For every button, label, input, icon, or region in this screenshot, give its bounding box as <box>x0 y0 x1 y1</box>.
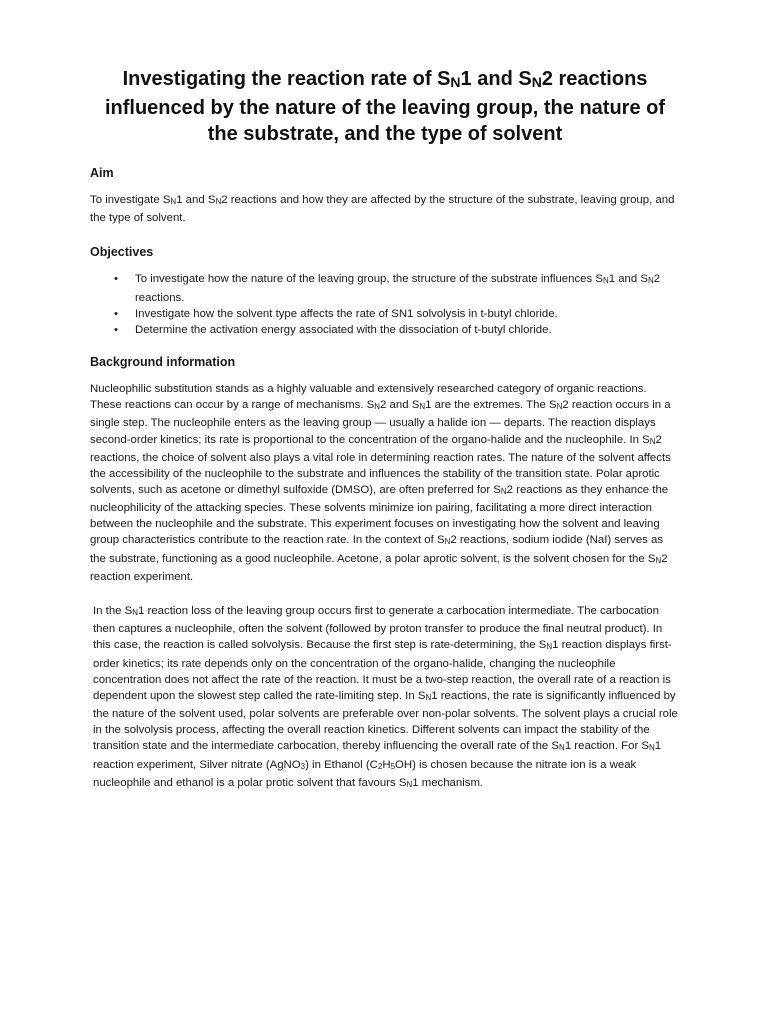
text-run: 1 are the extremes. The S <box>425 399 557 412</box>
subscript: N <box>374 402 381 412</box>
text-run: Nucleophilic substitution stands as a highly valuable and extensively researched category of organic reactions. These reactions can occur by a range of mechanisms. S <box>90 383 647 412</box>
subscript: N <box>546 642 553 652</box>
text-run: 2 and S <box>380 399 420 412</box>
text-run: Determine the activation energy associated with the dissociation of t-butyl chloride. <box>135 323 552 336</box>
subscript: N <box>132 608 139 618</box>
title-text: 2 reactions influenced by the nature of the leaving group, the nature of the substrate, and the type of solvent <box>104 68 666 146</box>
subscript: N <box>406 780 413 790</box>
document-title <box>90 66 680 147</box>
title-text: 1 and S <box>460 68 532 90</box>
subscript: N <box>531 74 542 91</box>
title-text: Investigating the reaction rate of S <box>122 68 451 90</box>
list-item <box>90 271 680 305</box>
bullet-icon: • <box>114 323 118 336</box>
subscript: N <box>559 743 565 753</box>
text-run: 2 reactions. <box>135 273 661 304</box>
text-run: 1 and S <box>176 194 216 207</box>
text-run: 2 reactions, sodium iodide (NaI) serves as the substrate, functioning as a good nucleophile. Acetone, a polar aprotic solvent, is the solvent chosen for the S <box>90 534 664 565</box>
subscript: N <box>170 197 177 207</box>
list-item <box>90 322 680 338</box>
text-run: 2 reactions, the choice of solvent also plays a vital role in determining reaction rates. The nature of the solvent affects the accessibility of the nucleophile to the substrate and influences the stability of the transition state. Polar aprotic solvents, such as acetone or dimethyl sulfoxide (DMSO), are often preferred for S <box>90 433 671 496</box>
text-run: Investigate how the solvent type affects the rate of SN1 solvolysis in t-butyl chloride. <box>135 307 558 320</box>
subscript: N <box>500 487 507 497</box>
subscript: N <box>425 693 432 703</box>
bullet-icon: • <box>114 307 118 320</box>
text-run: 1 reaction. For S <box>564 740 650 753</box>
text-run: 2 reactions as they enhance the nucleophilicity of the attacking species. These solvents minimize ion pairing, facilitating a more direct interaction between the nucleophile and the substrate. This experiment focuses on investigating how the solvent and leaving group characteristics contribute to the reaction rate. In the context of S <box>90 483 669 547</box>
subscript: N <box>602 276 609 286</box>
subscript: N <box>647 276 654 286</box>
bullet-icon: • <box>114 273 118 286</box>
text-run: OH) is chosen because the nitrate ion is a weak nucleophile and ethanol is a polar protic solvent that favours S <box>93 758 637 789</box>
subscript: 5 <box>390 761 396 771</box>
subscript: N <box>419 402 426 412</box>
subscript: N <box>215 197 222 207</box>
text-run: 2 reaction occurs in a single step. The nucleophile enters as the leaving group — usually a halide ion — departs. The reaction displays second-order kinetics; its rate is proportional to the concentration of the organo-halide and the nucleophile. In S <box>90 399 671 446</box>
subscript: N <box>450 74 461 91</box>
subscript: N <box>444 537 451 547</box>
aim-text <box>90 192 680 226</box>
text-run: To investigate S <box>90 194 171 207</box>
objectives-list <box>90 271 680 338</box>
text-run: 2 reactions and how they are affected by the structure of the substrate, leaving group, and the type of solvent. <box>90 194 675 225</box>
background-paragraph-2 <box>90 603 680 793</box>
text-run: 1 reaction loss of the leaving group occurs first to generate a carbocation intermediate. The carbocation then captures a nucleophile, often the solvent (followed by proton transfer to produce the final neutral product). In this case, the reaction is called solvolysis. Because the first step is rate-determining, the S <box>93 605 663 652</box>
text-run: 2 reaction experiment. <box>90 552 668 583</box>
text-run: H <box>382 758 391 771</box>
background-heading: Background information <box>90 355 236 370</box>
aim-heading: Aim <box>90 166 114 181</box>
text-run: ) in Ethanol (C <box>305 758 378 771</box>
document-page <box>90 66 680 811</box>
text-run: 1 reaction experiment, Silver nitrate (AgNO <box>93 740 662 771</box>
subscript: N <box>649 436 656 446</box>
subscript: N <box>556 402 563 412</box>
background-paragraph-1 <box>90 381 680 585</box>
text-run: 1 mechanism. <box>412 776 484 789</box>
subscript: N <box>649 743 655 753</box>
subscript: N <box>655 555 662 565</box>
objectives-heading: Objectives <box>90 245 154 260</box>
text-run: 1 reactions, the rate is significantly influenced by the nature of the solvent used, polar solvents are preferable over non-polar solvents. The solvent plays a crucial role in the solvolysis process, affecting the overall reaction kinetics. Different solvents can impact the stability of the transition state and the intermediate carbocation, thereby influencing the overall rate of the S <box>93 689 678 753</box>
subscript: 2 <box>377 761 383 771</box>
text-run: 1 and S <box>608 273 648 286</box>
text-run: 1 reaction displays first-order kinetics; its rate depends only on the concentration of the organo-halide, changing the nucleophile concentration does not affect the rate of the reaction. It must be a two-step reaction, the overall rate of a reaction is dependent upon the slowest step called the rate-limiting step. In S <box>93 639 672 702</box>
list-item <box>90 306 680 322</box>
text-run: To investigate how the nature of the leaving group, the structure of the substrate influences S <box>135 273 603 286</box>
text-run: In the S <box>93 605 133 618</box>
subscript: 3 <box>300 761 306 771</box>
